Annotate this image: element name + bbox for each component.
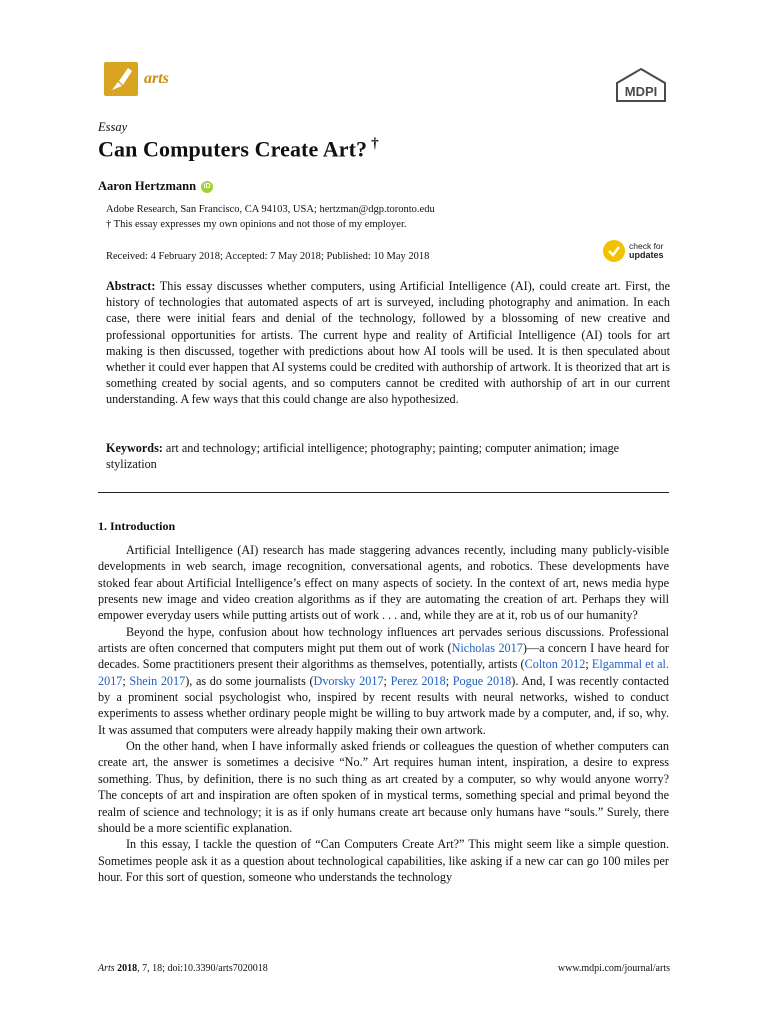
publication-dates: Received: 4 February 2018; Accepted: 7 May 2018; Published: 10 May 2018 xyxy=(106,251,430,262)
article-type: Essay xyxy=(98,120,128,134)
journal-name: arts xyxy=(144,70,169,87)
footer-citation xyxy=(98,963,268,974)
author xyxy=(98,179,213,194)
text-run: ; xyxy=(445,673,453,688)
abstract xyxy=(106,278,670,408)
check-updates-text xyxy=(629,242,664,260)
text-run: ; xyxy=(383,673,391,688)
footer-doi: , 7, 18; doi:10.3390/arts7020018 xyxy=(137,963,268,974)
citation-link[interactable]: Elgammal et al. 2017 xyxy=(98,657,669,688)
title-text: Can Computers Create Art? xyxy=(98,136,368,162)
publisher-logo[interactable] xyxy=(614,67,668,103)
citation-link[interactable]: Shein 2017 xyxy=(129,673,186,688)
text-run: ; xyxy=(122,673,130,688)
brush-icon xyxy=(104,62,138,96)
title-mark: † xyxy=(371,136,379,152)
citation-link[interactable]: Dvorsky 2017 xyxy=(313,673,384,688)
check-updates-line1: check for xyxy=(629,241,664,251)
abstract-text: This essay discusses whether computers, using Artificial Intelligence (AI), could create art. First, the history of technologies that automated aspects of art is surveyed, including photography and animation. In each case, there were initial fears and denial of the technology, followed by a blossoming of new creative and professional opportunities for artists. The current hype and reality of Artificial Intelligence (AI) tools for art making is then discussed, together with predictions about how AI tools will be used. It is then speculated about whether it could ever happen that AI systems could be credited with authorship of artwork. It is theorized that art is something created by social agents, and so computers cannot be credited with authorship of art in our current understanding. A few ways that this could change are also hypothesized. xyxy=(106,279,671,407)
check-for-updates-badge[interactable] xyxy=(603,240,664,262)
paragraph: Artificial Intelligence (AI) research has made staggering advances recently, including many publicly-visible developments in web search, image recognition, conversational agents, and robotics. These developments have stoked fear about Artificial Intelligence’s effect on many aspects of society. In the context of art, news media hype presents new image and video creation algorithms as if they are automating the creation of art. Perhaps they will empower everyday users while putting artists out of work . . . and, while they are at it, rob us of our humanity? xyxy=(98,543,669,623)
check-icon xyxy=(603,240,625,262)
author-name: Aaron Hertzmann xyxy=(98,179,197,193)
text-run: ; xyxy=(585,657,592,672)
divider xyxy=(98,492,669,493)
section-heading: 1. Introduction xyxy=(98,519,176,533)
affiliation: Adobe Research, San Francisco, CA 94103, USA; hertzman@dgp.toronto.edu xyxy=(106,204,435,215)
paragraph: On the other hand, when I have informally asked friends or colleagues the question of whether computers can create art, the answer is sometimes a decisive “No.” Art requires human intent, inspiration, a desire to express something. Thus, by definition, there is no such thing as art created by a computer, so why would anyone worry? The concepts of art and inspiration are often spoken of in mystical terms, something special and primal beyond the realm of science and technology; it is as if only humans create art because only humans have “souls.” Surely, there should be a more scientific explanation. xyxy=(98,739,669,835)
body-text xyxy=(98,542,669,885)
footer-url[interactable]: www.mdpi.com/journal/arts xyxy=(557,963,670,974)
orcid-icon[interactable]: iD xyxy=(201,181,213,193)
paragraph xyxy=(98,624,669,738)
publisher-name: MDPI xyxy=(624,84,658,99)
text-run: )—a concern I have heard for decades. Some practitioners present their algorithms as themselves, potentially, artists ( xyxy=(98,641,669,672)
keywords-text: art and technology; artificial intelligence; photography; painting; computer animation; image stylization xyxy=(106,441,620,472)
citation-link[interactable]: Nicholas 2017 xyxy=(451,641,523,656)
text-run: Beyond the hype, confusion about how technology influences art pervades serious discussions. Professional artists are often concerned that computers might put them out of work ( xyxy=(98,624,669,656)
citation-link[interactable]: Colton 2012 xyxy=(524,657,586,672)
keywords-label: Keywords: xyxy=(106,441,163,455)
footer-journal: Arts xyxy=(98,963,115,974)
paragraph: In this essay, I tackle the question of “Can Computers Create Art?” This might seem like a simple question. Sometimes people ask it as a question about technological capabilities, like asking if a new car can go 100 miles per hour. For this sort of question, someone who understands the technology xyxy=(98,837,669,884)
footer-year: 2018 xyxy=(117,963,138,974)
title-footnote: † This essay expresses my own opinions and not those of my employer. xyxy=(106,219,407,230)
citation-link[interactable]: Perez 2018 xyxy=(390,673,446,688)
article-title xyxy=(98,136,379,162)
check-updates-line2: updates xyxy=(629,250,664,260)
abstract-label: Abstract: xyxy=(106,279,156,293)
citation-link[interactable]: Pogue 2018 xyxy=(452,673,512,688)
text-run: ), as do some journalists ( xyxy=(185,673,314,688)
journal-logo[interactable] xyxy=(104,62,169,96)
text-run: ). And, I was recently contacted by a prominent social psychologist who, inspired by recent results with neural networks, wished to conduct experiments to assess whether ordinary people might be willing to buy artwork made by a computer, and, if so, why. It was assumed that computers were already happily making their own artwork. xyxy=(98,673,669,737)
keywords xyxy=(106,440,670,472)
